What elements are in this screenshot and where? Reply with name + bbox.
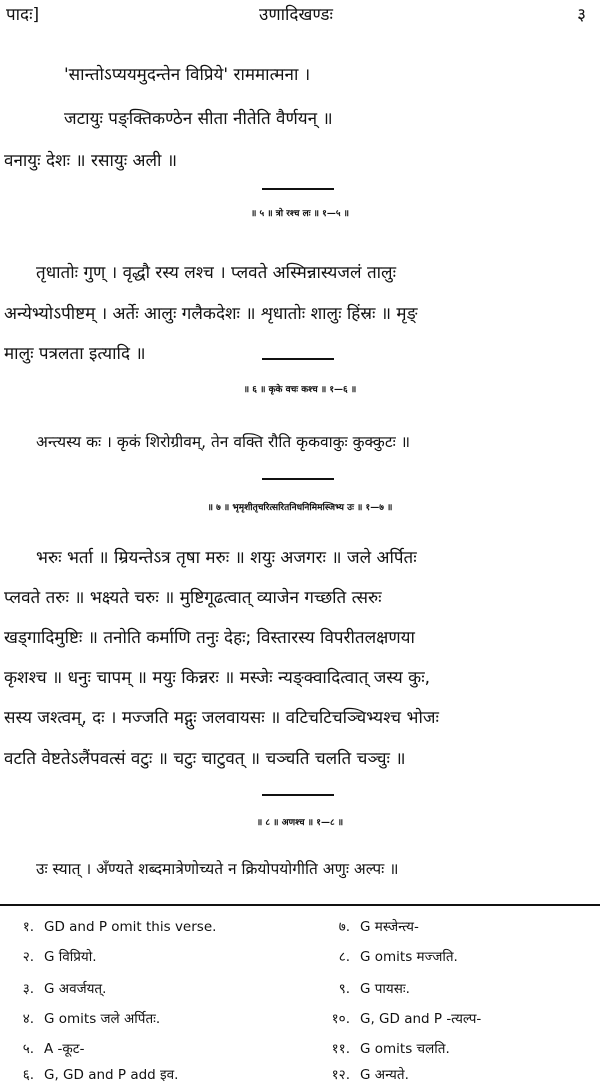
commentary-line: उः स्यात् । अँण्यते शब्दमात्रेणोच्यते न क्रियोपयोगीति अणुः अल्पः ॥ [36,860,399,878]
footnote: ३. G अवर्जयत्. [22,981,107,997]
commentary-line: सस्य जश्त्वम्, दः । मज्जति मद्गुः जलवायसः ॥ वटिचटिचञ्चिभ्यश्च भोजः [4,708,439,728]
footnote: ८. G omits मज्जति. [338,949,458,965]
footnote: १२. G अन्यते. [331,1067,409,1083]
footnote: ६. G, GD and P add इव. [22,1067,179,1083]
footnote: ११. G omits चलति. [331,1041,450,1057]
sutra-heading-5: ॥ ५ ॥ त्रो रश्च लः ॥ १—५ ॥ [250,209,350,219]
footnote-rule [0,904,600,906]
sutra-heading-8: ॥ ८ ॥ अणश्च ॥ १—८ ॥ [256,818,344,828]
commentary-line: कृशश्च ॥ धनुः चापम् ॥ मयुः किन्नरः ॥ मस्जेः न्यङ्क्वादित्वात् जस्य कुः, [4,668,431,688]
sutra-heading-7: ॥ ७ ॥ भृमृशीतृचरित्सरितनिधनिमिमस्जिभ्य उः ॥ १—७ ॥ [207,503,393,513]
verse-line-2: जटायुः पङ्क्तिकण्ठेन सीता नीतेति वैर्णयन् ॥ [64,109,333,129]
footnote: ४. G omits जले अर्पितः. [22,1011,161,1027]
commentary-line: भरुः भर्ता ॥ म्रियन्तेऽत्र तृषा मरुः ॥ शयुः अजगरः ॥ जले अर्पितः [36,548,417,568]
section-divider [262,188,334,190]
commentary-line: वटति वेष्टतेऽलैंपवत्सं वटुः ॥ चटुः चाटुवत् ॥ चञ्चति चलति चञ्चुः ॥ [4,749,406,769]
footnote: १०. G, GD and P -त्यल्प- [331,1011,482,1027]
header-left: पादः] [6,5,40,25]
section-divider [262,358,334,360]
commentary-line: अन्येभ्योऽपीष्टम् । अर्तेः आलुः गलैकदेशः ॥ शृधातोः शालुः हिंस्रः ॥ मृङ् [4,304,418,324]
sutra-heading-6: ॥ ६ ॥ कृके वचः कश्च ॥ १—६ ॥ [243,385,357,395]
footnote: २. G विप्रियो. [22,949,97,965]
commentary-line: मालुः पत्रलता इत्यादि ॥ [4,344,146,364]
running-header [6,2,586,28]
verse-line-3: वनायुः देशः ॥ रसायुः अली ॥ [4,151,178,171]
footnote: ७. G मस्जेन्त्य- [338,919,419,935]
footnote: ५. A -कूट- [22,1041,85,1057]
commentary-line: तृधातोः गुण् । वृद्धौ रस्य लश्च । प्लवते अस्मिन्नास्यजलं तालुः [36,263,397,283]
header-title: उणादिखण्डः [259,5,333,25]
verse-line-1: 'सान्तोऽप्ययमुदन्तेन विप्रिये' राममात्मना । [64,65,311,85]
commentary-line: अन्त्यस्य कः । कृकं शिरोग्रीवम्, तेन वक्ति रौति कृकवाकुः कुक्कुटः ॥ [36,433,410,451]
commentary-line: खड्गादिमुष्टिः ॥ तनोति कर्माणि तनुः देहः; विस्तारस्य विपरीतलक्षणया [4,628,415,648]
footnote: १. GD and P omit this verse. [22,919,217,935]
commentary-line: प्लवते तरुः ॥ भक्ष्यते चरुः ॥ मुष्टिगूढत्वात् व्याजेन गच्छति त्सरुः [4,588,382,608]
footnote: ९. G पायसः. [338,981,410,997]
page-number: ३ [577,5,586,25]
section-divider [262,478,334,480]
section-divider [262,794,334,796]
